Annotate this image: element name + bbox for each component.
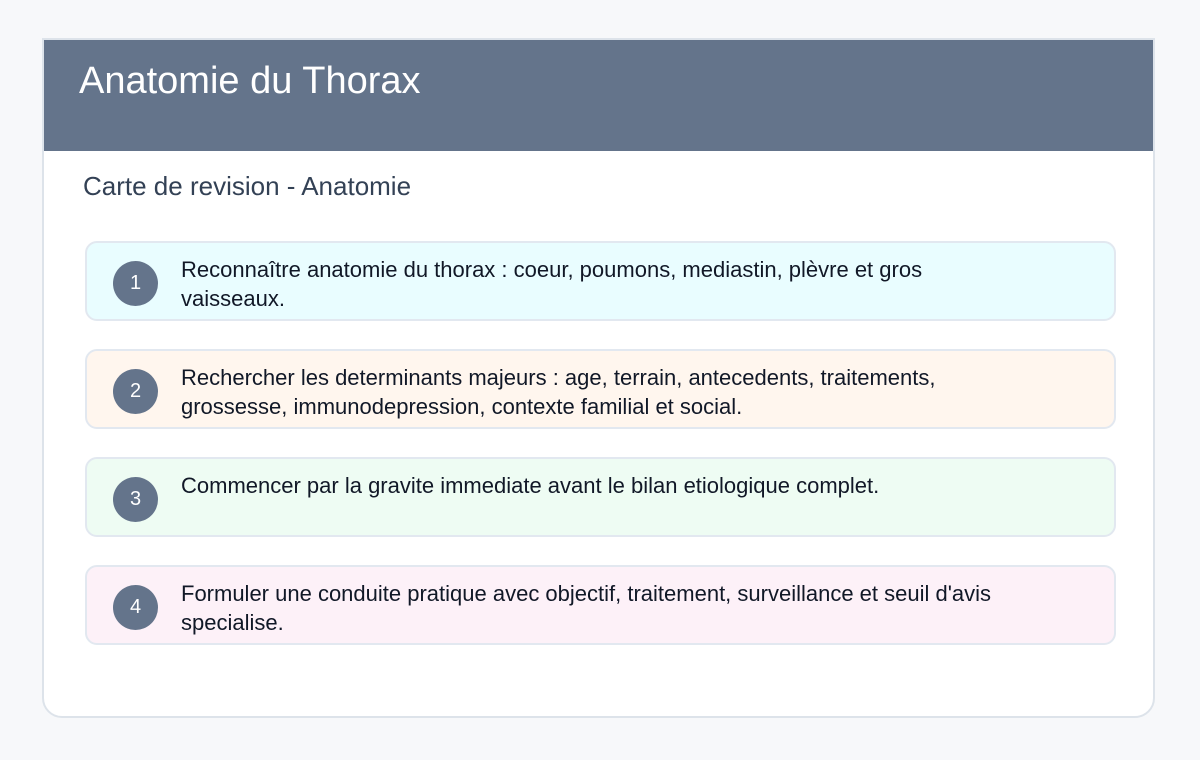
item-text: Rechercher les determinants majeurs : age, terrain, antecedents, traitements, grossesse, immunodepression, contexte familial et social. [181,365,936,419]
item-number-badge: 4 [113,585,158,630]
item-list [85,241,1116,673]
list-item [85,457,1116,537]
card-subtitle: Carte de revision - Anatomie [83,171,412,201]
item-number-badge: 3 [113,477,158,522]
list-item [85,349,1116,429]
page-title: Anatomie du Thorax [79,60,421,102]
item-number-badge: 2 [113,369,158,414]
item-number-badge: 1 [113,261,158,306]
item-text: Formuler une conduite pratique avec objectif, traitement, surveillance et seuil d'avis specialise. [181,581,992,635]
item-text: Commencer par la gravite immediate avant le bilan etiologique complet. [181,473,880,498]
revision-card [42,38,1155,718]
list-item [85,565,1116,645]
list-item [85,241,1116,321]
card-header [44,40,1153,151]
item-text: Reconnaître anatomie du thorax : coeur, poumons, mediastin, plèvre et gros vaisseaux. [181,257,923,311]
